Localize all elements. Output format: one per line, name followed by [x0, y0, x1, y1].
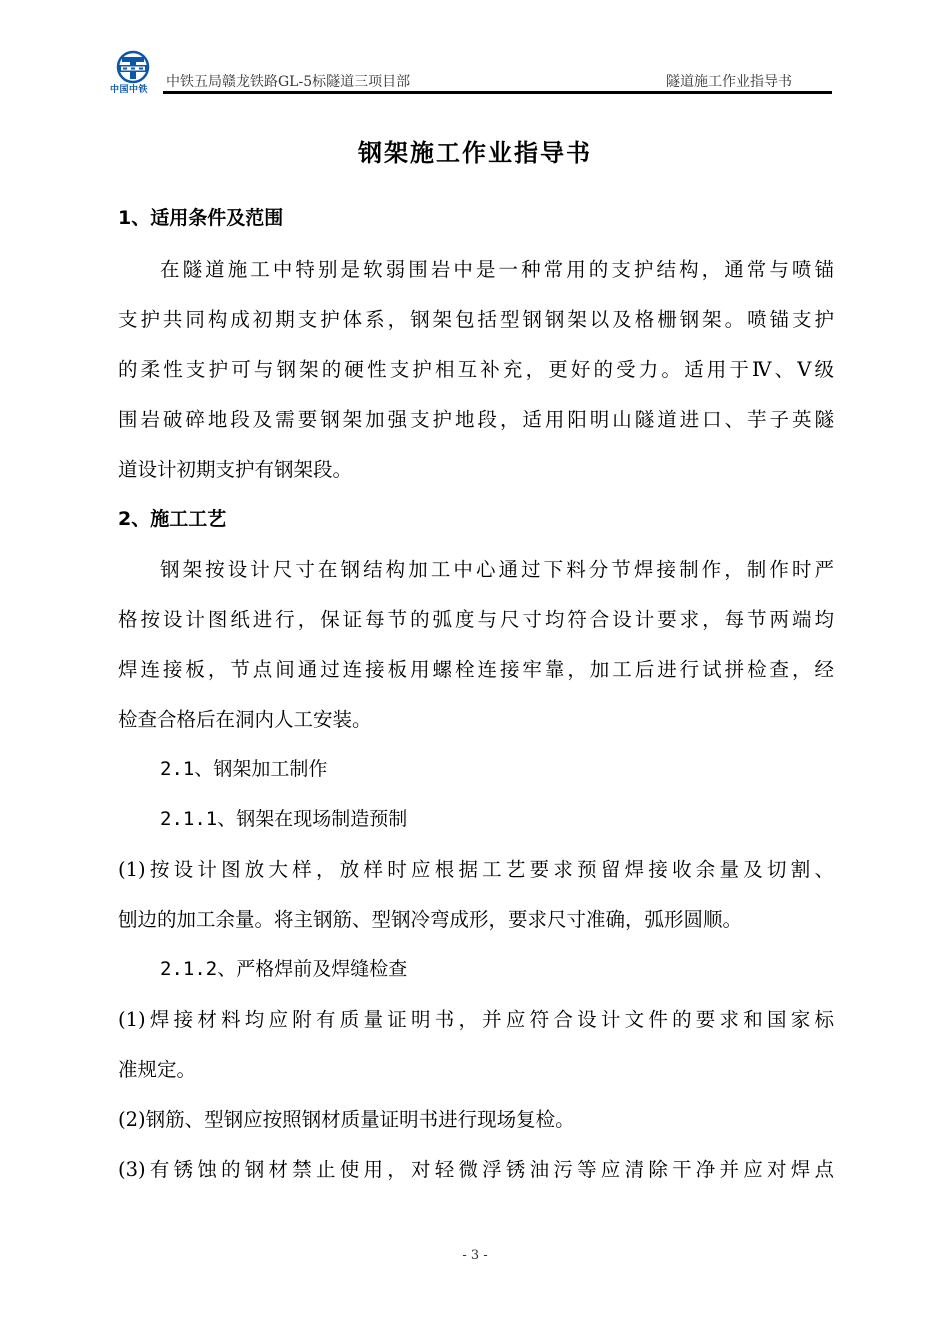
subsection-2-1-heading: 2.1、钢架加工制作	[160, 758, 328, 780]
logo-caption: 中国中铁	[110, 85, 149, 95]
header-document-name: 隧道施工作业指导书	[666, 74, 792, 90]
section-1-line: 围岩破碎地段及需要钢架加强支护地段，适用阳明山隧道进口、芋子英隧	[118, 408, 834, 431]
page-header	[108, 44, 832, 96]
section-1-heading: 1、适用条件及范围	[118, 207, 284, 229]
item-line: (1)按设计图放大样，放样时应根据工艺要求预留焊接收余量及切割、	[118, 858, 834, 881]
section-2-line: 检查合格后在洞内人工安装。	[118, 708, 372, 731]
item-line: 刨边的加工余量。将主钢筋、型钢冷弯成形，要求尺寸准确，弧形圆顺。	[118, 908, 743, 931]
item-line: (1)焊接材料均应附有质量证明书，并应符合设计文件的要求和国家标	[118, 1008, 834, 1031]
item-line: 准规定。	[118, 1058, 197, 1081]
section-1-line: 的柔性支护可与钢架的硬性支护相互补充，更好的受力。适用于Ⅳ、Ⅴ级	[118, 358, 834, 381]
item-line: (3)有锈蚀的钢材禁止使用，对轻微浮锈油污等应清除干净并应对焊点	[118, 1158, 834, 1181]
header-rule	[163, 91, 832, 94]
page-number: - 3 -	[462, 1248, 488, 1263]
section-2-line: 焊连接板，节点间通过连接板用螺栓连接牢靠，加工后进行试拼检查，经	[118, 658, 834, 681]
section-2-heading: 2、施工工艺	[118, 508, 227, 530]
subsection-2-1-2-heading: 2.1.2、严格焊前及焊缝检查	[160, 958, 408, 980]
item-line: (2)钢筋、型钢应按照钢材质量证明书进行现场复检。	[118, 1108, 575, 1131]
section-2-line: 格按设计图纸进行，保证每节的弧度与尺寸均符合设计要求，每节两端均	[118, 608, 834, 631]
section-1-line: 在隧道施工中特别是软弱围岩中是一种常用的支护结构，通常与喷锚	[160, 258, 834, 281]
header-project-name: 中铁五局赣龙铁路GL-5标隧道三项目部	[166, 74, 411, 90]
section-1-line: 支护共同构成初期支护体系，钢架包括型钢钢架以及格栅钢架。喷锚支护	[118, 308, 834, 331]
page-title: 钢架施工作业指导书	[358, 139, 592, 167]
subsection-2-1-1-heading: 2.1.1、钢架在现场制造预制	[160, 808, 408, 830]
section-1-line: 道设计初期支护有钢架段。	[118, 458, 353, 481]
section-2-line: 钢架按设计尺寸在钢结构加工中心通过下料分节焊接制作，制作时严	[160, 558, 834, 581]
